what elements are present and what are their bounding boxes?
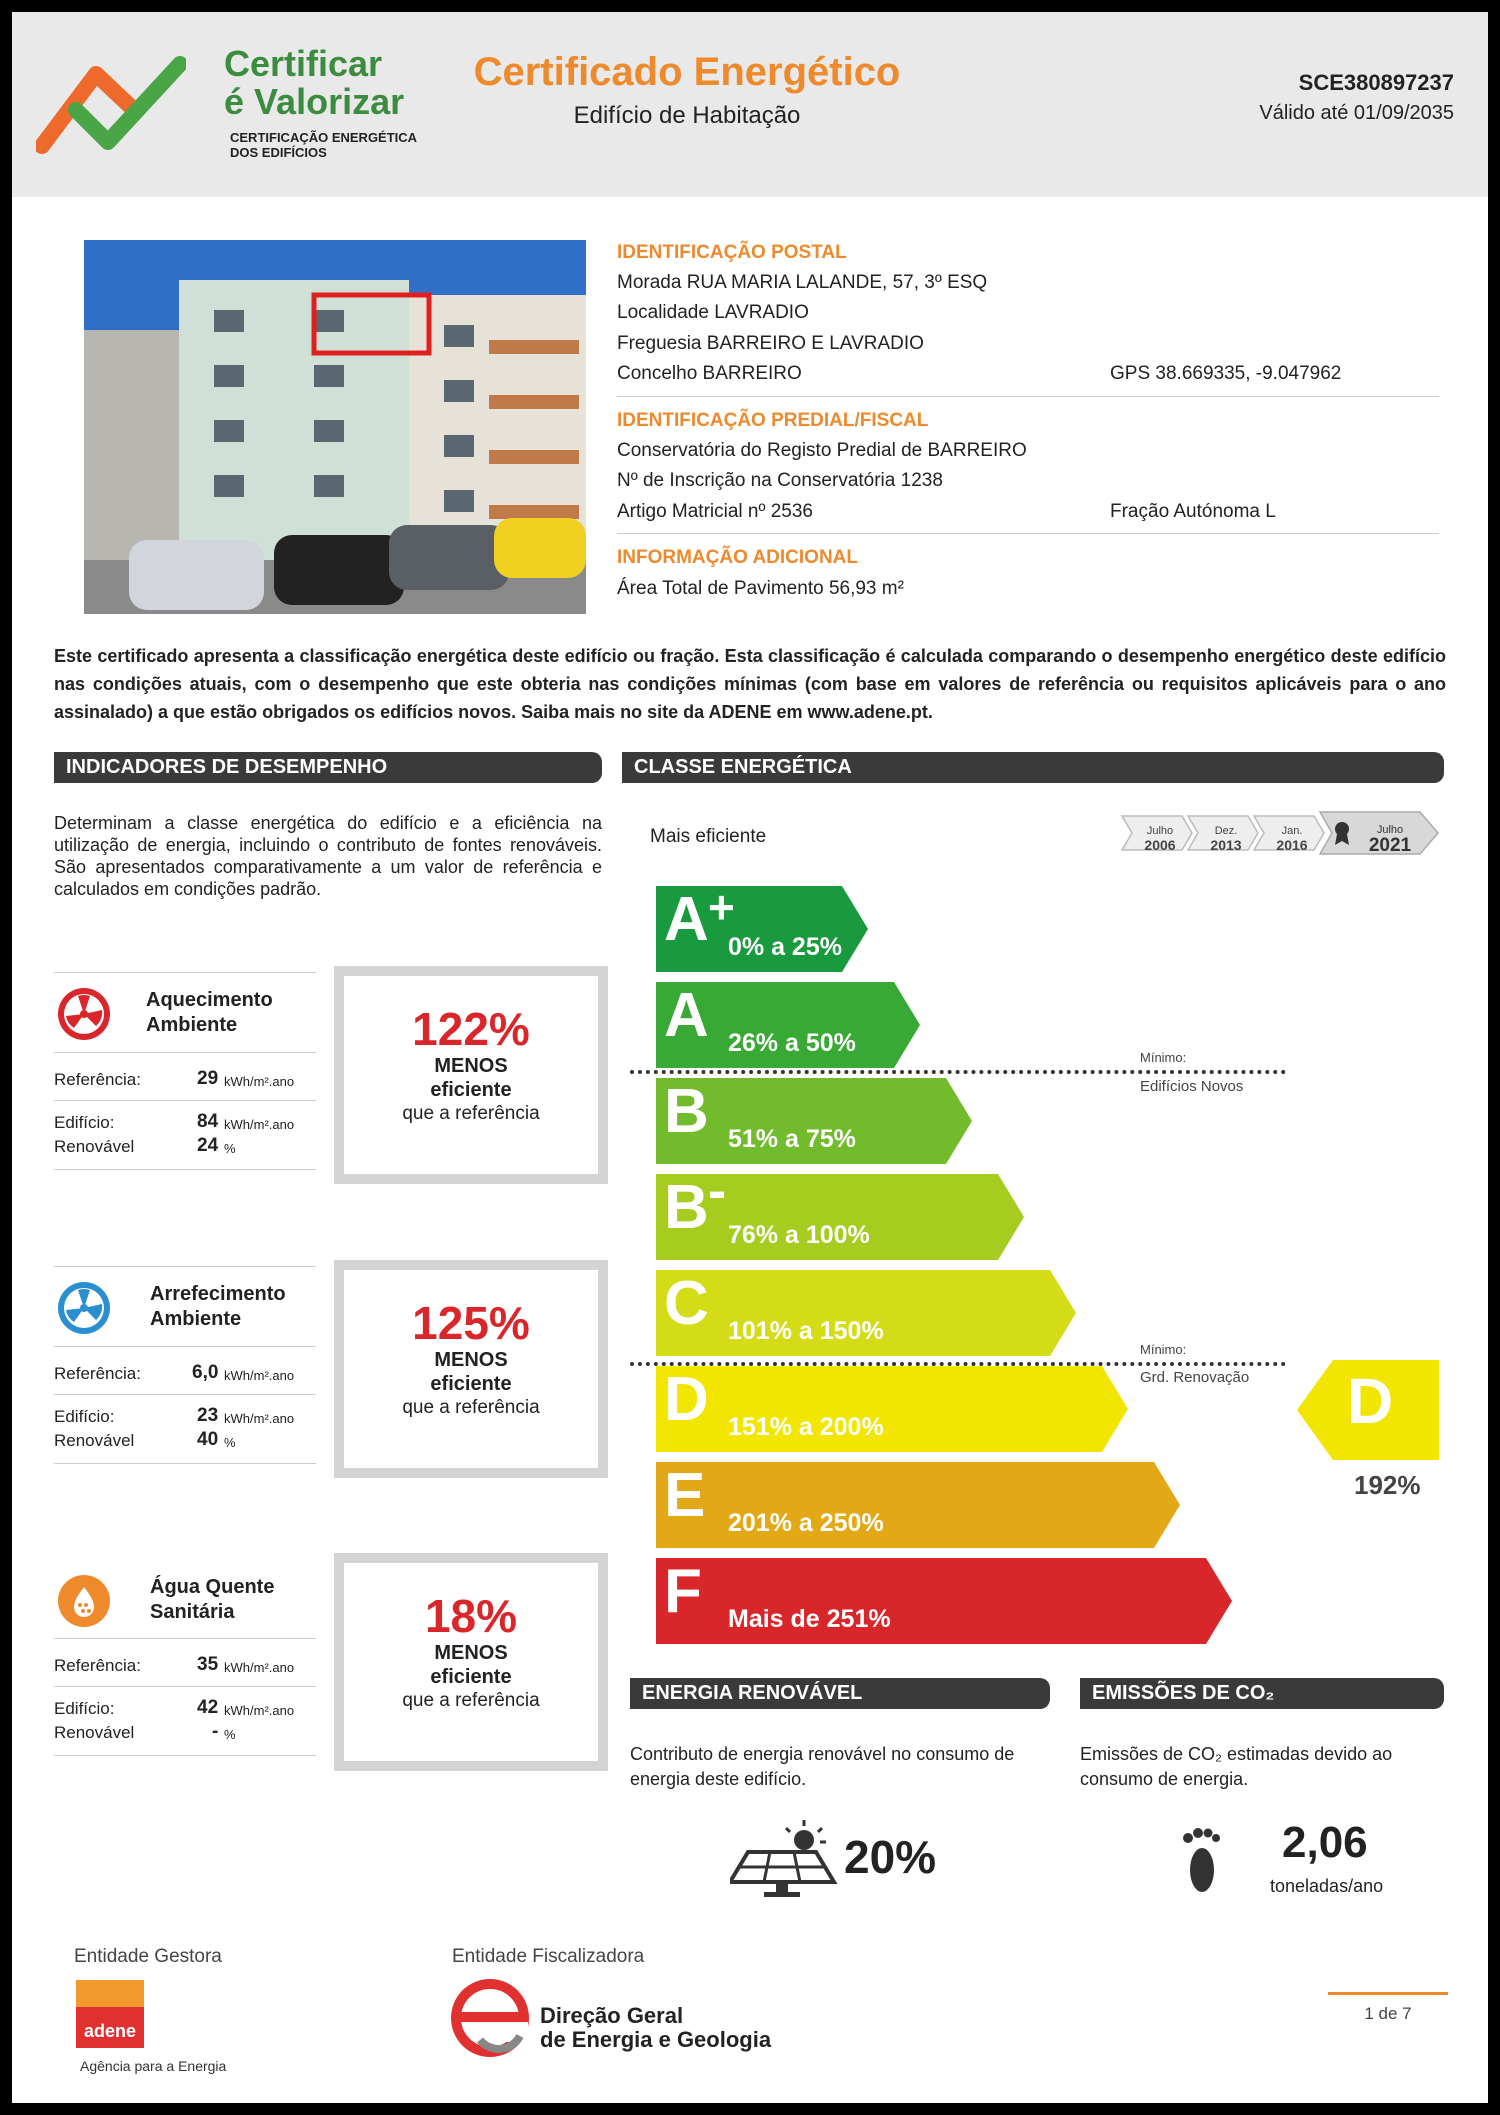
- energy-class-bar: [656, 1161, 1024, 1260]
- min-new-label1: Mínimo:: [1140, 1050, 1187, 1065]
- ind3-ed-value: 42: [197, 1697, 219, 1718]
- postal-localidade: Localidade LAVRADIO: [617, 302, 809, 323]
- energy-class-range: 76% a 100%: [728, 1221, 870, 1249]
- adicional-heading: INFORMAÇÃO ADICIONAL: [617, 547, 858, 568]
- timeline-month: Dez.: [1214, 825, 1238, 837]
- emissoes-text: Emissões de CO₂ estimadas devido ao consumo de energia.: [1080, 1744, 1393, 1789]
- ind2-ren-value: 40: [197, 1429, 219, 1450]
- divider: [54, 1394, 316, 1395]
- predial-heading: IDENTIFICAÇÃO PREDIAL/FISCAL: [617, 410, 929, 431]
- timeline-2021: [1352, 822, 1428, 854]
- ind3-ed-label: Edifício:: [54, 1699, 115, 1718]
- adicional-area: Área Total de Pavimento 56,93 m²: [617, 578, 904, 599]
- ind3-ref-unit: kWh/m².ano: [224, 1660, 295, 1675]
- ind1-menos: MENOS: [434, 1055, 508, 1077]
- postal-heading: IDENTIFICAÇÃO POSTAL: [617, 242, 847, 263]
- ind2-ed-unit: kWh/m².ano: [224, 1411, 295, 1426]
- header: [12, 12, 1488, 197]
- cert-number: SCE380897237: [1298, 70, 1454, 95]
- energy-class-range: 26% a 50%: [728, 1029, 856, 1057]
- divider: [54, 1052, 316, 1053]
- renovavel-heading: ENERGIA RENOVÁVEL: [630, 1678, 1050, 1709]
- timeline-2006: [1130, 824, 1190, 852]
- adene-word: adene: [83, 2021, 137, 2041]
- emissoes-value: 2,06: [1282, 1818, 1368, 1867]
- ind3-title2: Sanitária: [150, 1601, 235, 1623]
- energy-class-letter: B: [664, 1077, 709, 1146]
- hot-water-icon: [56, 1573, 112, 1629]
- classe-heading: CLASSE ENERGÉTICA: [622, 752, 1444, 783]
- postal-gps: GPS 38.669335, -9.047962: [1110, 363, 1342, 384]
- min-new-buildings-line: [630, 1070, 1286, 1074]
- timeline-2016: [1262, 824, 1322, 852]
- dgeg-line1: Direção Geral: [540, 2003, 684, 2028]
- dgeg-line2: de Energia e Geologia: [540, 2027, 772, 2052]
- ind3-referencia: que a referência: [402, 1690, 540, 1711]
- divider: [617, 533, 1439, 534]
- predial-artigo: Artigo Matricial nº 2536: [617, 501, 813, 522]
- energy-class-range: 51% a 75%: [728, 1125, 856, 1153]
- ind1-ren-value: 24: [197, 1135, 219, 1156]
- min-new-label2: Edifícios Novos: [1140, 1078, 1244, 1095]
- emissoes-heading: EMISSÕES DE CO₂: [1080, 1678, 1444, 1709]
- energy-class-range: 0% a 25%: [728, 933, 842, 961]
- timeline-month: Jan.: [1281, 825, 1303, 837]
- ind1-ref-unit: kWh/m².ano: [224, 1074, 295, 1089]
- ind3-ref-label: Referência:: [54, 1656, 141, 1675]
- heating-fan-icon: [56, 986, 112, 1042]
- energy-class-letter: A: [664, 885, 709, 954]
- energy-class-bar: [656, 881, 868, 972]
- dgeg-logo-icon: [450, 1978, 532, 2058]
- adene-tagline: Agência para a Energia: [80, 2058, 227, 2074]
- divider: [54, 1266, 316, 1267]
- energy-class-modifier: +: [708, 881, 735, 933]
- postal-freguesia: Freguesia BARREIRO E LAVRADIO: [617, 333, 924, 354]
- timeline-year: 2021: [1368, 835, 1412, 856]
- ind1-ren-label: Renovável: [54, 1137, 135, 1156]
- result-class-pct: 192%: [1354, 1470, 1421, 1500]
- ind3-ren-value: -: [212, 1721, 219, 1742]
- emissoes-unit: toneladas/ano: [1270, 1876, 1384, 1896]
- ind1-ref-label: Referência:: [54, 1070, 141, 1089]
- min-renov-label1: Mínimo:: [1140, 1342, 1187, 1357]
- timeline-month: Julho: [1376, 824, 1404, 836]
- energy-class-letter: F: [664, 1557, 702, 1626]
- ind2-referencia: que a referência: [402, 1397, 540, 1418]
- energy-class-letter: D: [664, 1365, 709, 1434]
- building-photo: [84, 240, 586, 614]
- ind2-ref-label: Referência:: [54, 1364, 141, 1383]
- timeline-year: 2013: [1210, 837, 1242, 853]
- energy-class-bar: [656, 1462, 1180, 1548]
- logo-sub2: DOS EDIFÍCIOS: [230, 145, 327, 160]
- result-class-letter: D: [1347, 1365, 1394, 1437]
- timeline-year: 2016: [1276, 837, 1308, 853]
- divider: [54, 1686, 316, 1687]
- ind1-title2: Ambiente: [146, 1014, 238, 1036]
- indicadores-description: Determinam a classe energética do edifício e a eficiência na utilização de energia, incluindo o contributo de fontes renováveis. São apresentados comparativamente a um valor de referência e calculados em condições padrão.: [54, 813, 602, 899]
- energy-class-modifier: -: [708, 1161, 726, 1221]
- ind2-ref-unit: kWh/m².ano: [224, 1368, 295, 1383]
- certificate-page: [12, 12, 1488, 2103]
- postal-concelho: Concelho BARREIRO: [617, 363, 802, 384]
- award-icon: [1332, 820, 1352, 846]
- ind2-eficiente: eficiente: [430, 1373, 512, 1395]
- footprint-icon: [1180, 1826, 1224, 1898]
- adene-logo: [76, 1980, 144, 2048]
- renovavel-value: 20%: [844, 1831, 937, 1883]
- ind3-pct: 18%: [424, 1590, 518, 1642]
- energy-class-letter: A: [664, 981, 709, 1050]
- energy-class-bar-fill: [656, 1366, 1128, 1452]
- cooling-fan-icon: [56, 1280, 112, 1336]
- energy-class-range: 201% a 250%: [728, 1509, 884, 1537]
- ind1-ed-label: Edifício:: [54, 1113, 115, 1132]
- page-subtitle: Edifício de Habitação: [573, 102, 801, 129]
- ind2-ren-label: Renovável: [54, 1431, 135, 1450]
- validity-date: Válido até 01/09/2035: [1259, 102, 1454, 124]
- solar-panel-icon: [730, 1818, 842, 1898]
- ind1-eficiente: eficiente: [430, 1079, 512, 1101]
- ind1-referencia: que a referência: [402, 1103, 540, 1124]
- ind3-title1: Água Quente: [150, 1576, 275, 1598]
- ind1-ren-unit: %: [224, 1141, 236, 1156]
- divider: [54, 1755, 316, 1756]
- ind2-ren-unit: %: [224, 1435, 236, 1450]
- energy-class-bar: [656, 1270, 1076, 1356]
- energy-class-range: Mais de 251%: [728, 1605, 891, 1633]
- energy-class-range: 151% a 200%: [728, 1413, 884, 1441]
- ind2-ed-value: 23: [197, 1405, 219, 1426]
- ind3-menos: MENOS: [434, 1642, 508, 1664]
- ind3-ren-unit: %: [224, 1727, 236, 1742]
- timeline-month: Julho: [1146, 825, 1174, 837]
- fiscalizadora-label: Entidade Fiscalizadora: [452, 1946, 645, 1967]
- ind3-pct-box: [334, 1553, 608, 1771]
- ind1-pct: 122%: [412, 1003, 530, 1055]
- predial-fracao: Fração Autónoma L: [1110, 501, 1276, 522]
- timeline-year: 2006: [1144, 837, 1176, 853]
- divider: [54, 972, 316, 973]
- logo-line2: é Valorizar: [224, 81, 405, 122]
- mais-eficiente-label: Mais eficiente: [650, 826, 767, 847]
- divider: [54, 1463, 316, 1464]
- logo-sub1: CERTIFICAÇÃO ENERGÉTICA: [230, 130, 418, 145]
- ind3-ref-value: 35: [197, 1654, 219, 1675]
- ind2-title1: Arrefecimento: [150, 1283, 286, 1305]
- ind1-ed-value: 84: [197, 1111, 219, 1132]
- energy-class-bar: [656, 1078, 972, 1164]
- energy-class-bar: [656, 1366, 1128, 1452]
- min-renovation-line: [630, 1362, 1286, 1366]
- ind2-pct-box: [334, 1260, 608, 1478]
- ind3-ed-unit: kWh/m².ano: [224, 1703, 295, 1718]
- intro-text: Este certificado apresenta a classificação energética deste edifício ou fração. Esta classificação é calculada comparando o desempenho energético deste edifício nas condições atuais, com o desempenho que este obteria nas condições mínimas (com base em valores de referência ou requisitos aplicáveis para o ano assinalado) a que estão obrigados os edifícios novos. Saiba mais no site da ADENE em www.adene.pt.: [54, 646, 1446, 722]
- ind2-ed-label: Edifício:: [54, 1407, 115, 1426]
- divider: [617, 396, 1439, 397]
- page-title: Certificado Energético: [473, 50, 901, 94]
- ind3-eficiente: eficiente: [430, 1666, 512, 1688]
- divider: [54, 1638, 316, 1639]
- ind1-pct-box: [334, 966, 608, 1184]
- predial-conservatoria: Conservatória do Registo Predial de BARREIRO: [617, 440, 1027, 461]
- ind2-ref-value: 6,0: [192, 1362, 219, 1383]
- ind1-ref-value: 29: [197, 1068, 219, 1089]
- ind2-menos: MENOS: [434, 1349, 508, 1371]
- gestora-label: Entidade Gestora: [74, 1946, 222, 1967]
- timeline-2013: [1196, 824, 1256, 852]
- postal-morada: Morada RUA MARIA LALANDE, 57, 3º ESQ: [617, 272, 988, 293]
- predial-inscricao: Nº de Inscrição na Conservatória 1238: [617, 470, 943, 491]
- energy-class-bar: [656, 982, 920, 1068]
- energy-class-letter: E: [664, 1461, 706, 1530]
- min-renov-label2: Grd. Renovação: [1140, 1369, 1250, 1386]
- ind1-title1: Aquecimento: [146, 989, 273, 1011]
- divider: [54, 1346, 316, 1347]
- ind2-pct: 125%: [412, 1297, 530, 1349]
- energy-class-bar-shape: [656, 1366, 1128, 1452]
- ind2-title2: Ambiente: [150, 1308, 242, 1330]
- ind3-ren-label: Renovável: [54, 1723, 135, 1742]
- indicadores-heading: INDICADORES DE DESEMPENHO: [54, 752, 602, 783]
- energy-class-bar: [656, 1558, 1232, 1644]
- energy-class-range: 101% a 150%: [728, 1317, 884, 1345]
- divider: [54, 1100, 316, 1101]
- energy-class-letter: C: [664, 1269, 709, 1338]
- ind1-ed-unit: kWh/m².ano: [224, 1117, 295, 1132]
- page-number: 1 de 7: [1364, 2004, 1412, 2023]
- divider: [54, 1169, 316, 1170]
- energy-class-letter: B: [664, 1173, 709, 1242]
- page-accent-line: [1328, 1992, 1448, 1995]
- renovavel-text: Contributo de energia renovável no consumo de energia deste edifício.: [630, 1744, 1015, 1789]
- certificar-logo-icon: [36, 50, 186, 160]
- logo-line1: Certificar: [224, 43, 383, 84]
